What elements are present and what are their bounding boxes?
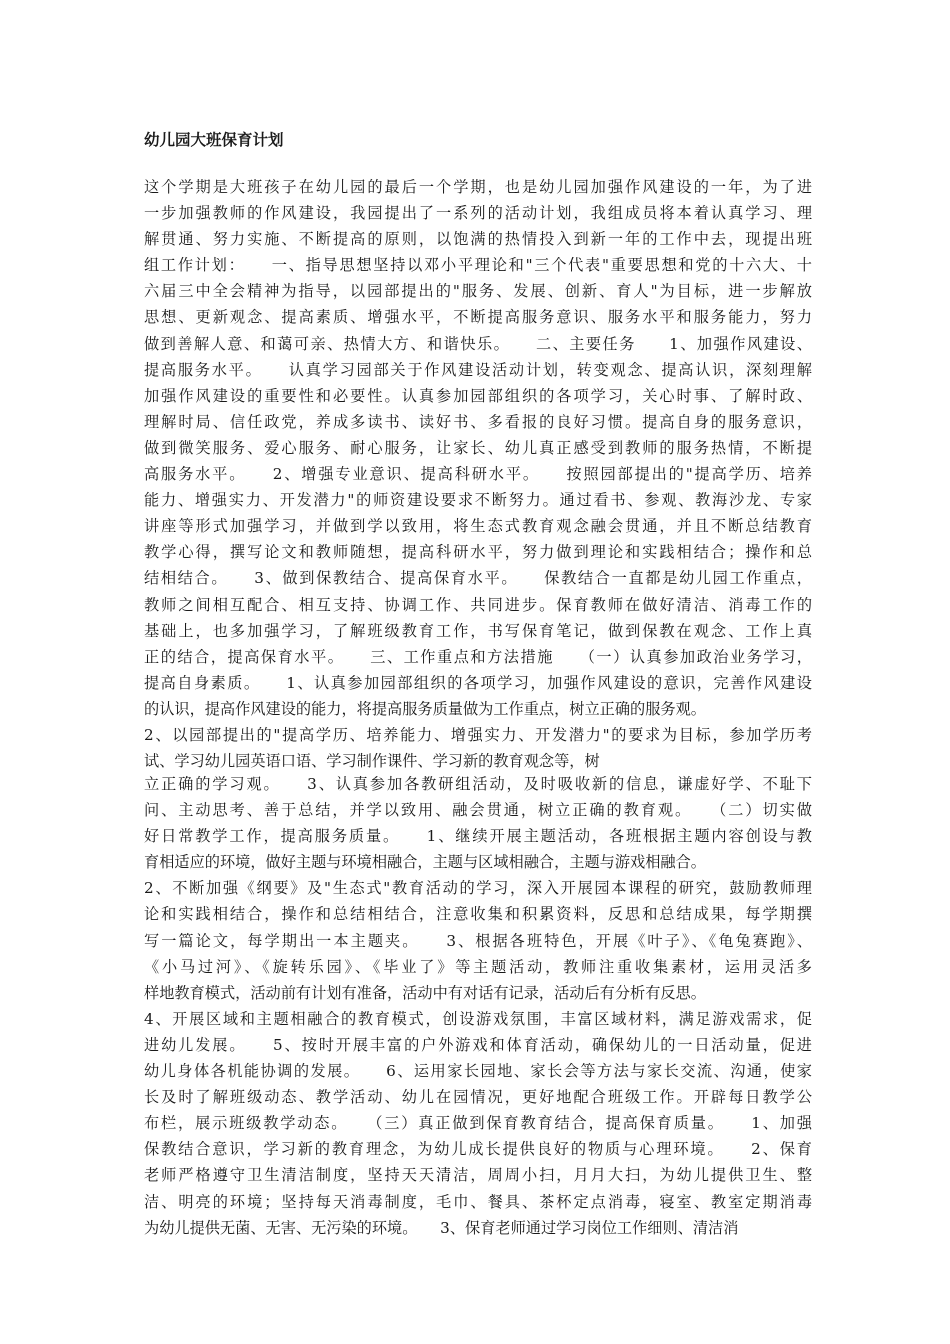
- paragraph-line: 老师严格遵守卫生清洁制度，坚持天天清洁，周周小扫，月月大扫，为幼儿提供卫生、整: [144, 1166, 812, 1185]
- paragraph-line: 2、不断加强《纲要》及"生态式"教育活动的学习，深入开展园本课程的研究，鼓励教师理: [144, 879, 812, 898]
- paragraph-line: 一步加强教师的作风建设，我园提出了一系列的活动计划，我组成员将本着认真学习、理: [144, 204, 812, 223]
- paragraph-line: 提高服务水平。 认真学习园部关于作风建设活动计划，转变观念、提高认识，深刻理解: [144, 360, 812, 379]
- paragraph-line: 为幼儿提供无菌、无害、无污染的环境。 3、保育老师通过学习岗位工作细则、清洁消: [144, 1218, 739, 1237]
- paragraph-line: 的认识，提高作风建设的能力，将提高服务质量做为工作重点，树立正确的服务观。: [144, 699, 706, 718]
- paragraph-line: 保教结合意识，学习新的教育理念，为幼儿成长提供良好的物质与心理环境。 2、保育: [144, 1140, 812, 1159]
- paragraph-line: 教学心得，撰写论文和教师随想，提高科研水平，努力做到理论和实践相结合；操作和总: [144, 543, 812, 562]
- paragraph-line: 《小马过河》、《旋转乐园》、《毕业了》等主题活动，教师注重收集素材，运用灵活多: [144, 957, 812, 976]
- paragraph-line: 育相适应的环境，做好主题与环境相融合，主题与区域相融合，主题与游戏相融合。: [144, 853, 706, 872]
- paragraph-line: 基础上，也多加强学习，了解班级教育工作，书写保育笔记，做到保教在观念、工作上真: [144, 621, 812, 640]
- paragraph-line: 做到微笑服务、爱心服务、耐心服务，让家长、幼儿真正感受到教师的服务热情，不断提: [144, 438, 812, 457]
- paragraph-line: 进幼儿发展。 5、按时开展丰富的户外游戏和体育活动，确保幼儿的一日活动量，促进: [144, 1035, 812, 1054]
- paragraph-line: 高服务水平。 2、增强专业意识、提高科研水平。 按照园部提出的"提高学历、培养: [144, 465, 812, 484]
- paragraph-line: 洁、明亮的环境；坚持每天消毒制度，毛巾、餐具、茶杯定点消毒，寝室、教室定期消毒: [144, 1192, 812, 1211]
- paragraph-line: 这个学期是大班孩子在幼儿园的最后一个学期，也是幼儿园加强作风建设的一年，为了进: [144, 178, 812, 196]
- paragraph-line: 4、开展区域和主题相融合的教育模式，创设游戏氛围，丰富区域材料，满足游戏需求，促: [144, 1009, 812, 1028]
- paragraph-line: 样地教育模式，活动前有计划有准备，活动中有对话有记录，活动后有分析有反思。: [144, 983, 706, 1002]
- paragraph-line: 好日常教学工作，提高服务质量。 1、继续开展主题活动，各班根据主题内容创设与教: [144, 827, 812, 846]
- paragraph-line: 思想、更新观念、提高素质、增强水平，不断提高服务意识、服务水平和服务能力，努力: [144, 308, 812, 327]
- paragraph-line: 加强作风建设的重要性和必要性。认真参加园部组织的各项学习，关心时事、了解时政、: [144, 386, 812, 405]
- paragraph-line: 写一篇论文，每学期出一本主题夹。 3、根据各班特色，开展《叶子》、《龟兔赛跑》、: [144, 931, 812, 950]
- paragraph-line: 提高自身素质。 1、认真参加园部组织的各项学习，加强作风建设的意识，完善作风建设: [144, 673, 812, 692]
- document-title: 幼儿园大班保育计划: [144, 130, 284, 149]
- paragraph-line: 讲座等形式加强学习，并做到学以致用，将生态式教育观念融会贯通，并且不断总结教育: [144, 517, 812, 536]
- paragraph-line: 幼儿身体各机能协调的发展。 6、运用家长园地、家长会等方法与家长交流、沟通，使家: [144, 1062, 812, 1081]
- document-body-second-block: [144, 771, 812, 1241]
- paragraph-line: 2、以园部提出的"提高学历、培养能力、增强实力、开发潜力"的要求为目标，参加学历考: [144, 725, 812, 744]
- paragraph-line: 能力、增强实力、开发潜力"的师资建设要求不断努力。通过看书、参观、教海沙龙、专家: [144, 491, 812, 510]
- paragraph-line: 做到善解人意、和蔼可亲、热情大方、和谐快乐。 二、主要任务 1、加强作风建设、: [144, 334, 812, 353]
- paragraph-line: 结相结合。 3、做到保教结合、提高保育水平。 保教结合一直都是幼儿园工作重点，: [144, 569, 812, 588]
- paragraph-line: 六届三中全会精神为指导，以园部提出的"服务、发展、创新、育人"为目标，进一步解放: [144, 282, 812, 301]
- paragraph-line: 论和实践相结合，操作和总结相结合，注意收集和积累资料，反思和总结成果，每学期撰: [144, 905, 812, 924]
- paragraph-line: 立正确的学习观。 3、认真参加各教研组活动，及时吸收新的信息，谦虚好学、不耻下: [144, 775, 812, 793]
- paragraph-line: 理解时局、信任政党，养成多读书、读好书、多看报的良好习惯。提高自身的服务意识，: [144, 412, 812, 431]
- paragraph-line: 长及时了解班级动态、教学活动、幼儿在园情况，更好地配合班级工作。开辟每日教学公: [144, 1088, 812, 1107]
- paragraph-line: 组工作计划： 一、指导思想坚持以邓小平理论和"三个代表"重要思想和党的十六大、十: [144, 256, 812, 275]
- document-body-first-block: [144, 174, 812, 774]
- paragraph-line: 试、学习幼儿园英语口语、学习制作课件、学习新的教育观念等，树: [144, 752, 600, 771]
- paragraph-line: 问、主动思考、善于总结，并学以致用、融会贯通，树立正确的教育观。 （二）切实做: [144, 801, 812, 820]
- paragraph-line: 教师之间相互配合、相互支持、协调工作、共同进步。保育教师在做好清洁、消毒工作的: [144, 595, 812, 614]
- paragraph-line: 解贯通、努力实施、不断提高的原则，以饱满的热情投入到新一年的工作中去，现提出班: [144, 230, 812, 249]
- paragraph-line: 布栏，展示班级教学动态。 （三）真正做到保育教育结合，提高保育质量。 1、加强: [144, 1114, 812, 1133]
- paragraph-line: 正的结合，提高保育水平。 三、工作重点和方法措施 （一）认真参加政治业务学习，: [144, 647, 812, 666]
